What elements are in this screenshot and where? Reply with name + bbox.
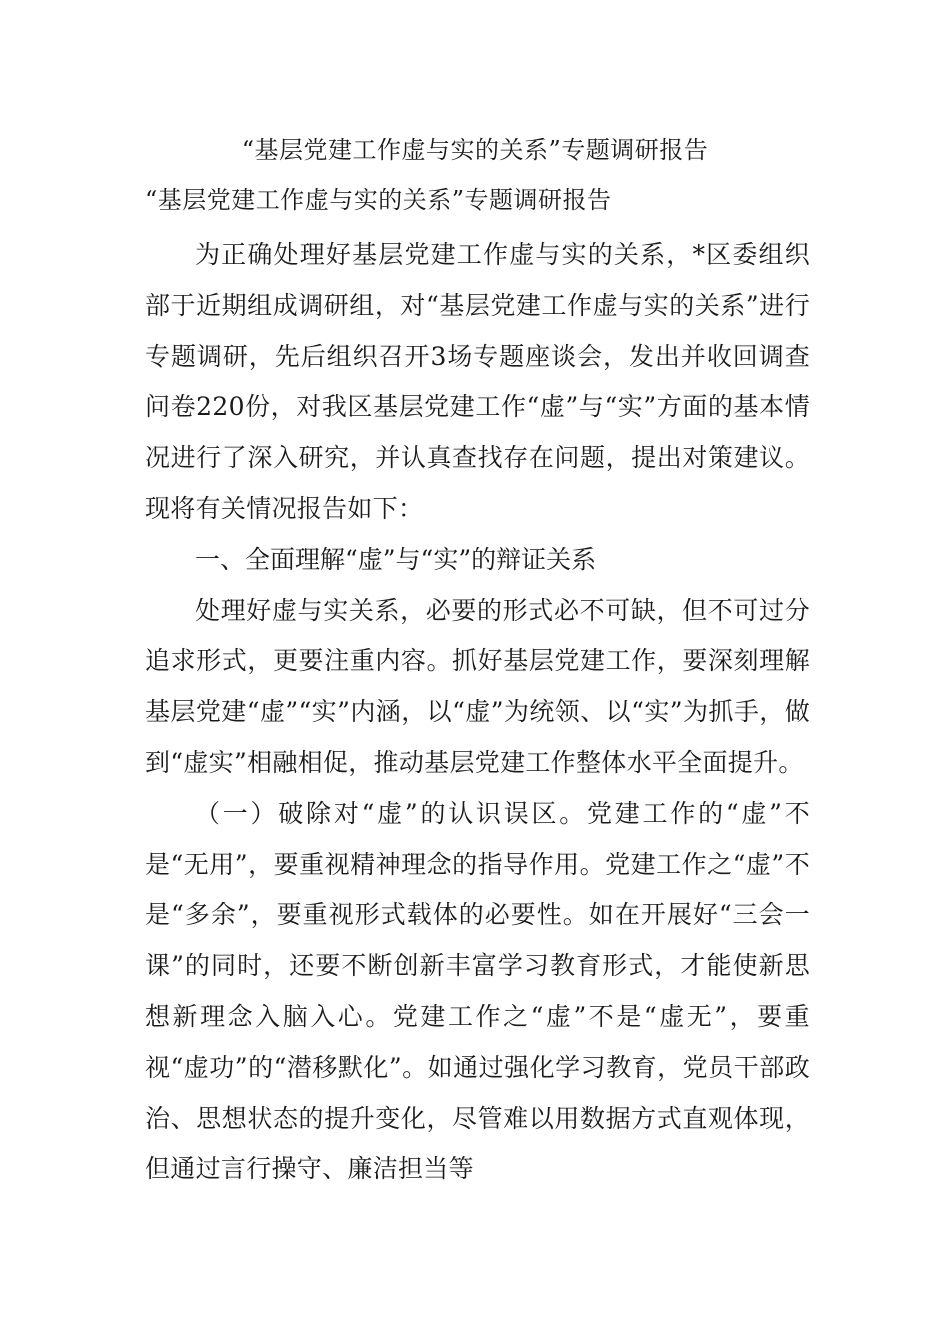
subsection-1-paragraph: （一）破除对“虚”的认识误区。党建工作的“虚”不是“无用”，要重视精神理念的指导作用。党建工作之“虚”不是“多余”，要重视形式载体的必要性。如在开展好“三会一课”的同时，还要不断创新丰富学习教育形式，才能使新思想新理念入脑入心。党建工作之“虚”不是“虚无”，要重视“虚功”的“潜移默化”。如通过强化学习教育，党员干部政治、思想状态的提升变化，尽管难以用数据方式直观体现，但通过言行操守、廉洁担当等 (145, 798, 810, 1184)
document-subtitle: “基层党建工作虚与实的关系”专题调研报告 (145, 186, 612, 214)
section-1-paragraph: 处理好虚与实关系，必要的形式必不可缺，但不可过分追求形式，更要注重内容。抓好基层党建工作，要深刻理解基层党建“虚”“实”内涵，以“虚”为统领、以“实”为抓手，做到“虚实”相融相促，推动基层党建工作整体水平全面提升。 (145, 595, 810, 777)
intro-paragraph: 为正确处理好基层党建工作虚与实的关系，*区委组织部于近期组成调研组，对“基层党建工作虚与实的关系”进行专题调研，先后组织召开3场专题座谈会，发出并收回调查问卷220份，对我区基层党建工作“虚”与“实”方面的基本情况进行了深入研究，并认真查找存在问题，提出对策建议。现将有关情况报告如下： (145, 240, 810, 523)
document-body (145, 180, 810, 1195)
section-heading-1: 一、全面理解“虚”与“实”的辩证关系 (195, 544, 597, 574)
document-title: “基层党建工作虚与实的关系”专题调研报告 (241, 136, 709, 164)
